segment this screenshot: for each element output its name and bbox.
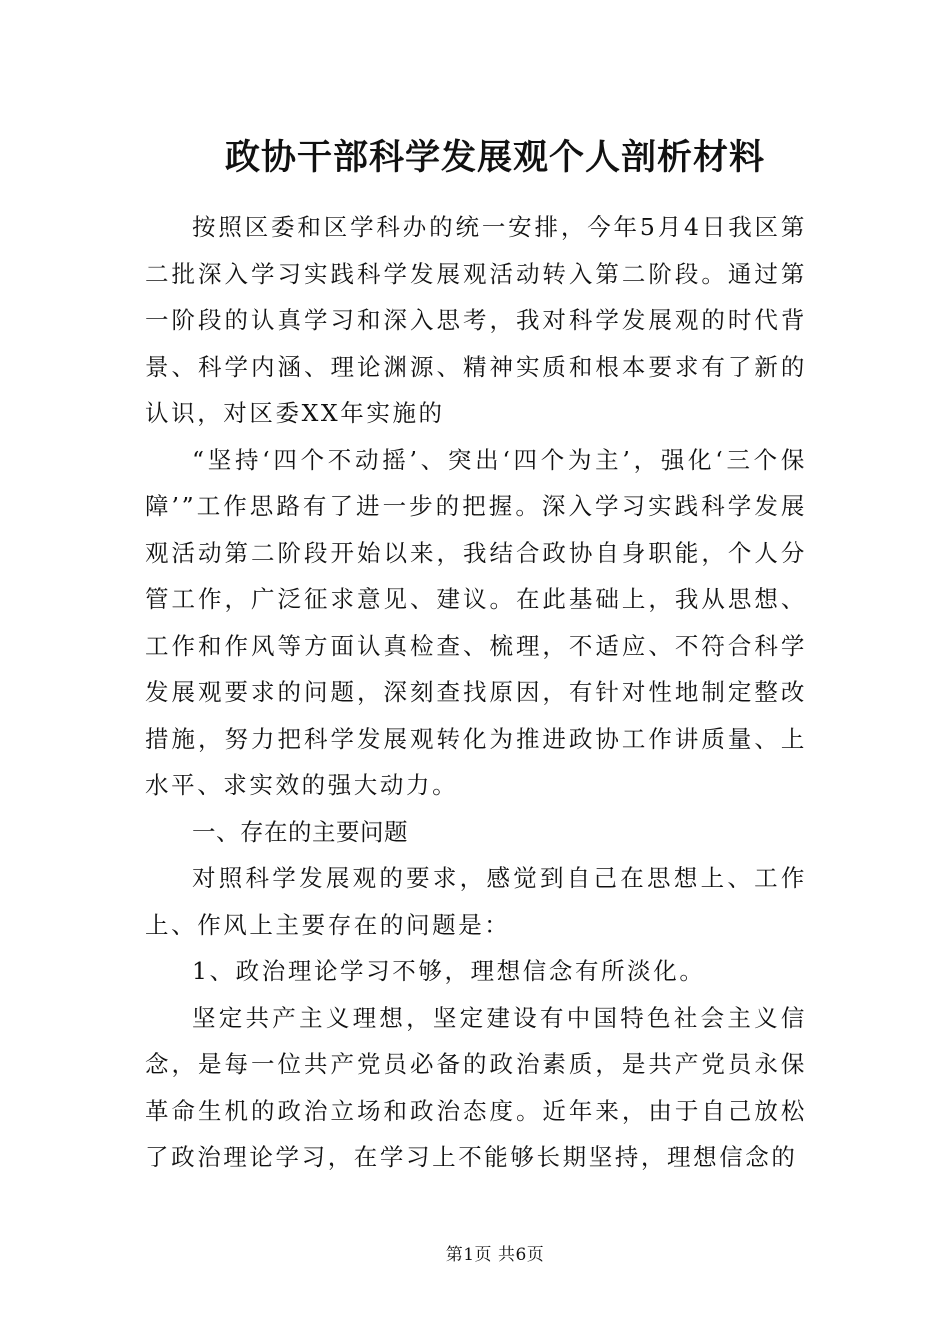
paragraph-item-1: 1、政治理论学习不够，理想信念有所淡化。: [192, 957, 706, 985]
paragraph-ideals: 坚定共产主义理想，坚定建设有中国特色社会主义信念，是每一位共产党员必备的政治素质，是共产党员永保革命生机的政治立场和政治态度。近年来，由于自己放松了政治理论学习，在学习上不能够长期坚持，理想信念的: [145, 1003, 807, 1171]
paragraph-work-approach: “坚持‘四个不动摇’、突出‘四个为主’，强化‘三个保障’”工作思路有了进一步的把握。深入学习实践科学发展观活动第二阶段开始以来，我结合政协自身职能，个人分管工作，广泛征求意见、建议。在此基础上，我从思想、工作和作风等方面认真检查、梳理，不适应、不符合科学发展观要求的问题，深刻查找原因，有针对性地制定整改措施，努力把科学发展观转化为推进政协工作讲质量、上水平、求实效的强大动力。: [145, 445, 807, 799]
page-indicator: 第1页 共6页: [445, 1245, 545, 1265]
section-heading: 一、存在的主要问题: [192, 817, 408, 846]
paragraph-problems-intro: 对照科学发展观的要求，感觉到自己在思想上、工作上、作风上主要存在的问题是：: [145, 864, 807, 939]
paragraph-intro: 按照区委和区学科办的统一安排，今年5月4日我区第二批深入学习实践科学发展观活动转入第二阶段。通过第一阶段的认真学习和深入思考，我对科学发展观的时代背景、科学内涵、理论渊源、精神实质和根本要求有了新的认识，对区委XX年实施的: [145, 213, 807, 427]
document-body: [145, 204, 807, 1181]
document-title: 政协干部科学发展观个人剖析材料: [224, 137, 765, 178]
